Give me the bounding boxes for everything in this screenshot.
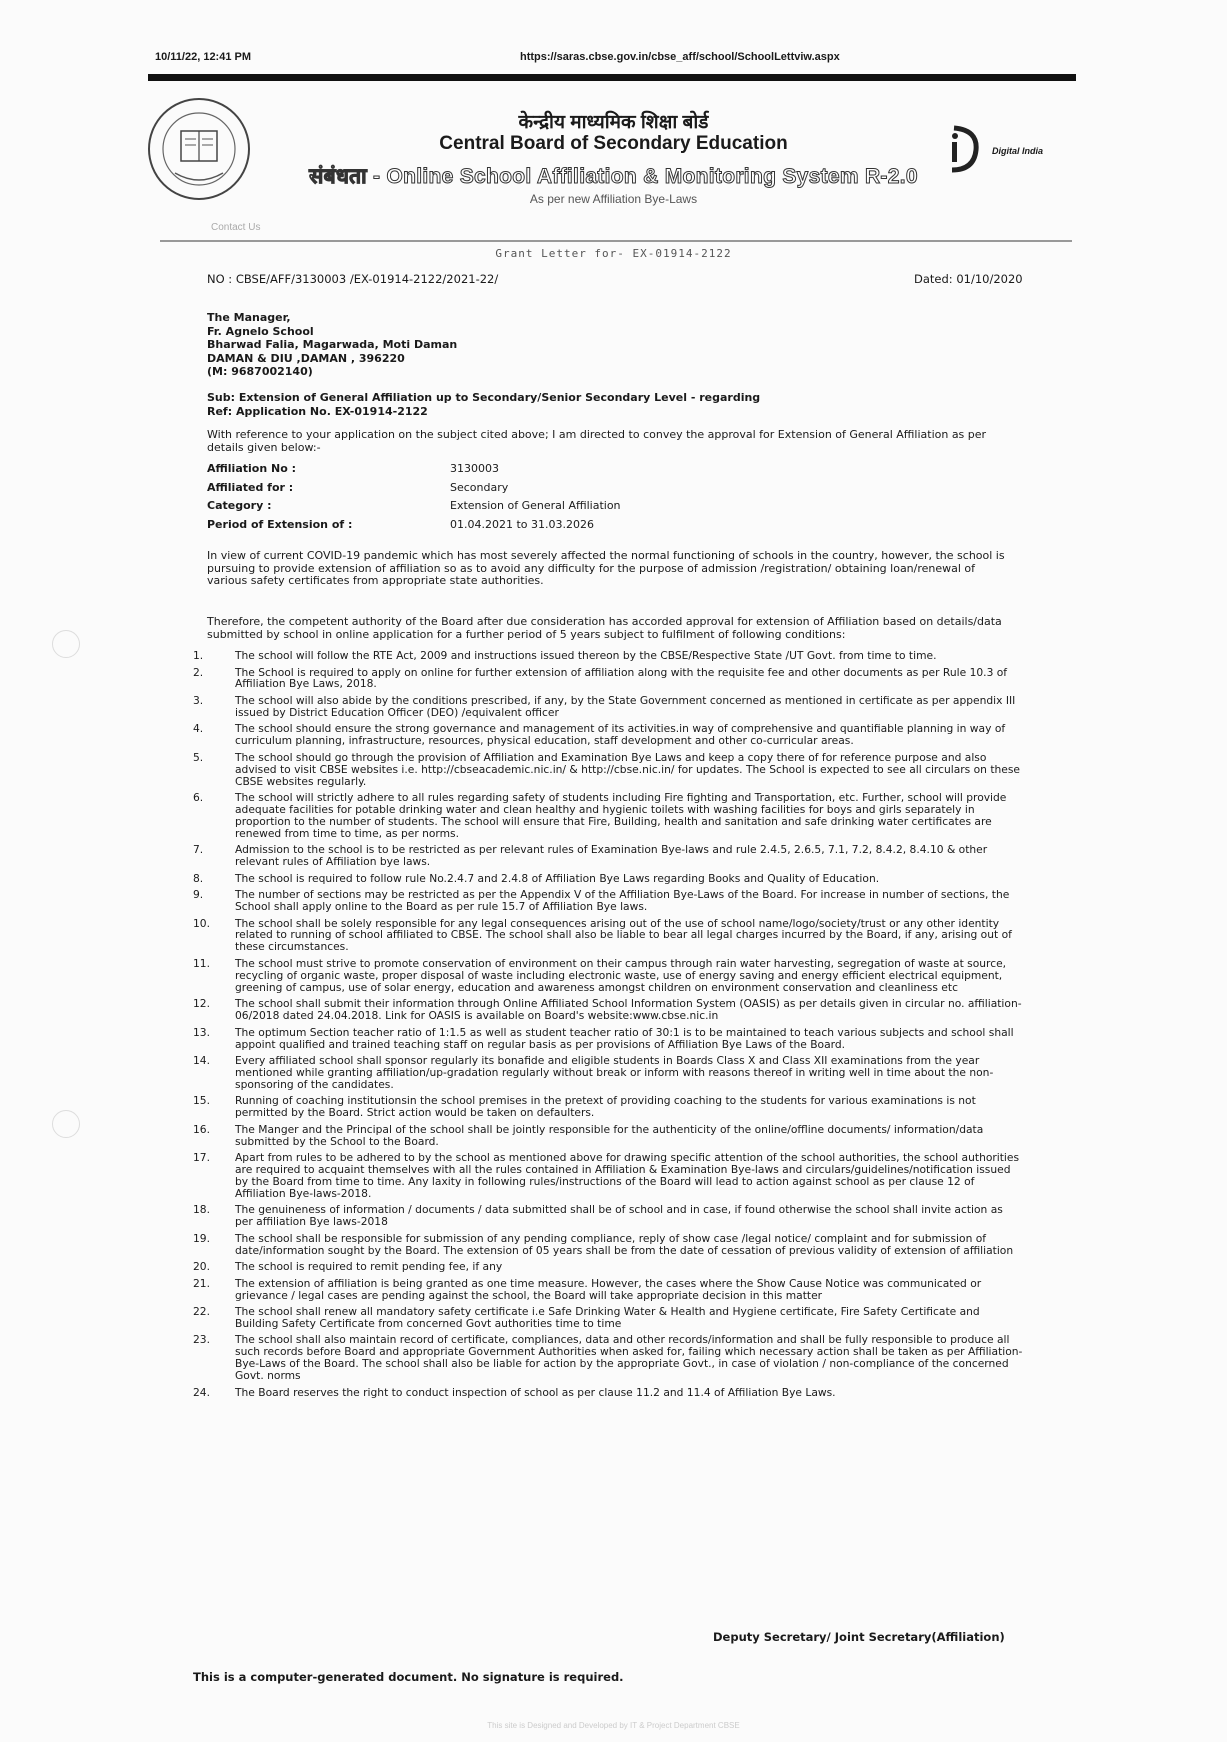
condition-number: 6. [193, 791, 204, 805]
condition-number: 17. [193, 1151, 210, 1165]
condition-item [193, 792, 1023, 840]
detail-value: Secondary [450, 480, 509, 494]
condition-text: Apart from rules to be adhered to by the school as mentioned above for drawing specific attention of the school authorities, the school authorities are required to acquaint themselves with all the rules contained in Affiliation & Examination Bye-laws and circulars/guidelines/notification issued by the Board from time to time. Any laxity in following rules/instructions of the Board will lead to action against school as per clause 12 of Affiliation Bye-laws-2018. [235, 1151, 1020, 1200]
condition-text: The school shall also maintain record of certificate, compliances, data and other records/information and shall be fully responsible to produce all such records before Board and appropriate Government Authorities when asked for, failing which necessary action shall be taken as per Affiliation-Bye-Laws of the Board. The school shall also be liable for action by the appropriate Govt., in case of violation / non-compliance of the concerned Govt. norms [235, 1333, 1023, 1383]
condition-text: The school will strictly adhere to all rules regarding safety of students including Fire fighting and Transportation, etc. Further, school will provide adequate facilities for potable drinking water and clean healthy and hygienic toilets with washing facilities for boys and girls separately in proportion to the number of students. The school will ensure that Fire, Building, health and sanitation and safe drinking water certificates are renewed from time to time, as per norms. [235, 791, 1007, 840]
condition-item [193, 1261, 1023, 1273]
condition-number: 22. [193, 1305, 210, 1319]
punch-hole [52, 630, 80, 658]
address-line: DAMAN & DIU ,DAMAN , 396220 [207, 351, 405, 365]
condition-number: 7. [193, 843, 204, 857]
signatory: Deputy Secretary/ Joint Secretary(Affiliation) [713, 1630, 1005, 1644]
condition-item [193, 1055, 1023, 1091]
table-row [207, 499, 621, 518]
condition-item [193, 1306, 1023, 1330]
condition-item [193, 998, 1023, 1022]
condition-number: 9. [193, 888, 204, 902]
condition-text: Running of coaching institutionsin the school premises in the pretext of providing coaching to the students for various examinations is not permitted by the Board. Strict action would be taken on defaulters. [235, 1094, 976, 1120]
condition-item [193, 1152, 1023, 1200]
bye-laws-subtitle: As per new Affiliation Bye-Laws [529, 192, 698, 206]
system-title: संबंधता - Online School Affiliation & Monitoring System R-2.0 [309, 165, 918, 188]
condition-item [193, 667, 1023, 691]
condition-text: The genuineness of information / documents / data submitted shall be of school and in case, if found otherwise the school shall invite action as per affiliation Bye laws-2018 [235, 1203, 1003, 1229]
condition-number: 10. [193, 916, 210, 930]
condition-item [193, 918, 1023, 954]
contact-us-link[interactable]: Contact Us [211, 222, 261, 233]
condition-text: Every affiliated school shall sponsor regularly its bonafide and eligible students in Boards Class X and Class XII examinations from the year mentioned while granting affiliation/up-gradation regularly without break or inform with reasons thereof in writing well in time about the non-sponsoring of the candidates. [235, 1054, 994, 1091]
computer-generated-note: This is a computer-generated document. No signature is required. [193, 1670, 624, 1684]
condition-item [193, 1124, 1023, 1148]
condition-item [193, 695, 1023, 719]
condition-number: 18. [193, 1203, 210, 1217]
board-title-english: Central Board of Secondary Education [439, 133, 788, 154]
condition-number: 20. [193, 1260, 210, 1274]
condition-text: The extension of affiliation is being granted as one time measure. However, the cases where the Show Cause Notice was communicated or grievance / legal cases are pending against the school, the Board will take appropriate decision in this matter [235, 1276, 982, 1302]
print-datetime: 10/11/22, 12:41 PM [155, 51, 252, 63]
conditions-list [193, 650, 1023, 1403]
condition-number: 21. [193, 1276, 210, 1290]
condition-text: The number of sections may be restricted as per the Appendix V of the Affiliation Bye-Laws of the Board. For increase in number of sections, the School shall apply online to the Board as per rule 15.7 of Affiliation Bye laws. [235, 888, 1010, 914]
condition-item [193, 650, 1023, 662]
condition-text: The school is required to remit pending fee, if any [235, 1260, 503, 1274]
condition-text: The school shall submit their information through Online Affiliated School Information System (OASIS) as per details given in circular no. affiliation-06/2018 dated 24.04.2018. Link for OASIS is available on Board's website:www.cbse.nic.in [235, 997, 1022, 1023]
letter-date: Dated: 01/10/2020 [914, 272, 1023, 286]
condition-item [193, 844, 1023, 868]
condition-item [193, 889, 1023, 913]
condition-number: 14. [193, 1054, 210, 1067]
condition-number: 19. [193, 1231, 210, 1245]
detail-label: Period of Extension of : [207, 517, 353, 531]
digital-india-logo [944, 120, 1064, 180]
detail-label: Affiliation No : [207, 462, 296, 475]
address-line: (M: 9687002140) [207, 365, 313, 378]
header-bar [148, 74, 1076, 81]
condition-item [193, 752, 1023, 788]
condition-text: The school should go through the provision of Affiliation and Examination Bye Laws and keep a copy there of for reference purpose and also advised to visit CBSE websites i.e. http://cbseacademic.nic.in/ & http://cbse.nic.in/ for updates. The School is expected to see all circulars on these CBSE websites regularly. [235, 750, 1021, 788]
subject-block [207, 391, 760, 419]
condition-item [193, 1204, 1023, 1228]
table-row [207, 481, 621, 500]
condition-text: The Board reserves the right to conduct inspection of school as per clause 11.2 and 11.4 of Affiliation Bye Laws. [235, 1385, 836, 1399]
condition-text: The school shall renew all mandatory safety certificate i.e Safe Drinking Water & Health and Hygiene certificate, Fire Safety Certificate and Building Safety Certificate from concerned Govt authorities time to time [235, 1305, 980, 1330]
site-footer: This site is Designed and Developed by IT & Project Department CBSE [487, 1721, 740, 1730]
digital-india-label: Digital India [992, 146, 1044, 156]
board-title-hindi: केन्द्रीय माध्यमिक शिक्षा बोर्ड [518, 112, 709, 133]
condition-text: Admission to the school is to be restricted as per relevant rules of Examination Bye-laws and rule 2.4.5, 2.6.5, 7.1, 7.2, 8.4.2, 8.4.10 & other relevant rules of Affiliation bye laws. [235, 843, 988, 869]
detail-label: Affiliated for : [207, 480, 294, 494]
condition-number: 4. [193, 722, 204, 736]
recipient-address [207, 311, 457, 379]
address-line: The Manager, [207, 311, 291, 324]
reference-line: Ref: Application No. EX-01914-2122 [207, 405, 428, 418]
address-line: Fr. Agnelo School [207, 324, 314, 338]
digital-india-icon [944, 120, 984, 176]
condition-number: 15. [193, 1094, 210, 1108]
detail-value: 3130003 [450, 462, 499, 475]
table-row [207, 462, 621, 481]
detail-value: 01.04.2021 to 31.03.2026 [450, 517, 594, 531]
condition-text: The school is required to follow rule No.2.4.7 and 2.4.8 of Affiliation Bye Laws regarding Books and Quality of Education. [235, 871, 880, 885]
condition-number: 23. [193, 1333, 210, 1347]
condition-number: 3. [193, 693, 204, 707]
condition-text: The school should ensure the strong governance and management of its activities.in way of comprehensive and quantifiable planning in way of curriculum planning, infrastructure, resources, physical education, staff development and other co-curricular areas. [235, 722, 1006, 748]
page-url: https://saras.cbse.gov.in/cbse_aff/school/SchoolLettviw.aspx [520, 51, 840, 63]
condition-text: The optimum Section teacher ratio of 1:1.5 as well as student teacher ratio of 30:1 is to be maintained to teach various subjects and school shall appoint qualified and trained teaching staff on regular basis as per provisions of Affiliation Bye Laws of the Board. [235, 1025, 1014, 1051]
condition-item [193, 1233, 1023, 1257]
condition-item [193, 1027, 1023, 1051]
condition-number: 13. [193, 1025, 210, 1039]
condition-number: 5. [193, 750, 204, 764]
punch-hole [52, 1110, 80, 1138]
condition-number: 24. [193, 1385, 210, 1399]
condition-text: The School is required to apply on online for further extension of affiliation along with the requisite fee and other documents as per Rule 10.3 of Affiliation Bye Laws, 2018. [235, 665, 1008, 691]
condition-number: 12. [193, 997, 210, 1011]
condition-text: The school will follow the RTE Act, 2009 and instructions issued thereon by the CBSE/Respective State /UT Govt. from time to time. [235, 649, 937, 662]
condition-item [193, 873, 1023, 885]
condition-item [193, 1387, 1023, 1399]
condition-text: The Manger and the Principal of the school shall be jointly responsible for the authenticity of the online/offline documents/ information/data submitted by the School to the Board. [235, 1122, 984, 1148]
reference-number: NO : CBSE/AFF/3130003 /EX-01914-2122/2021-22/ [207, 272, 499, 286]
therefore-paragraph: Therefore, the competent authority of the Board after due consideration has accorded approval for extension of Affiliation based on details/data submitted by school in online application for a further period of 5 years subject to fulfilment of following conditions: [207, 615, 1002, 641]
condition-text: The school will also abide by the conditions prescribed, if any, by the State Government concerned as mentioned in certificate as per appendix III issued by District Education Officer (DEO) /equivalent officer [235, 693, 1016, 719]
condition-item [193, 1334, 1023, 1382]
detail-value: Extension of General Affiliation [450, 499, 621, 513]
condition-item [193, 1095, 1023, 1119]
condition-number: 1. [193, 649, 204, 662]
table-row [207, 518, 621, 537]
condition-number: 11. [193, 956, 210, 970]
condition-item [193, 958, 1023, 994]
condition-number: 8. [193, 871, 204, 885]
affiliation-details-table [207, 462, 621, 536]
condition-number: 2. [193, 665, 204, 679]
address-line: Bharwad Falia, Magarwada, Moti Daman [207, 338, 458, 351]
subject-line: Sub: Extension of General Affiliation up to Secondary/Senior Secondary Level - regarding [207, 391, 761, 404]
header-divider [160, 240, 1072, 242]
condition-item [193, 723, 1023, 747]
condition-text: The school shall be responsible for submission of any pending compliance, reply of show case /legal notice/ complaint and for submission of date/information sought by the Board. The extension of 05 years shall be from the date of cessation of previous validity of extension of affiliation [235, 1231, 1014, 1257]
condition-text: The school shall be solely responsible for any legal consequences arising out of the use of school name/logo/society/trust or any other identity related to running of school affiliated to CBSE. The school shall also be liable to bear all legal charges incurred by the Board, if any, arising out of these circumstances. [235, 916, 1012, 954]
covid-paragraph: In view of current COVID-19 pandemic which has most severely affected the normal functioning of schools in the country, however, the school is pursuing to provide extension of affiliation so as to avoid any difficulty for the purpose of admission /registration/ obtaining loan/renewal of various safety certificates from appropriate state authorities. [207, 549, 1005, 588]
intro-paragraph: With reference to your application on the subject cited above; I am directed to convey the approval for Extension of General Affiliation as per details given below:- [207, 428, 987, 454]
condition-number: 16. [193, 1122, 210, 1136]
grant-letter-title: Grant Letter for- EX-01914-2122 [495, 247, 732, 260]
condition-item [193, 1278, 1023, 1302]
detail-label: Category : [207, 499, 272, 513]
condition-text: The school must strive to promote conservation of environment on their campus through rain water harvesting, segregation of waste at source, recycling of organic waste, proper disposal of waste including electronic waste, use of energy saving and energy efficient electrical equipment, greening of campus, use of solar energy, education and awareness amongst children on environment conservation and cleanliness etc [235, 956, 1007, 994]
